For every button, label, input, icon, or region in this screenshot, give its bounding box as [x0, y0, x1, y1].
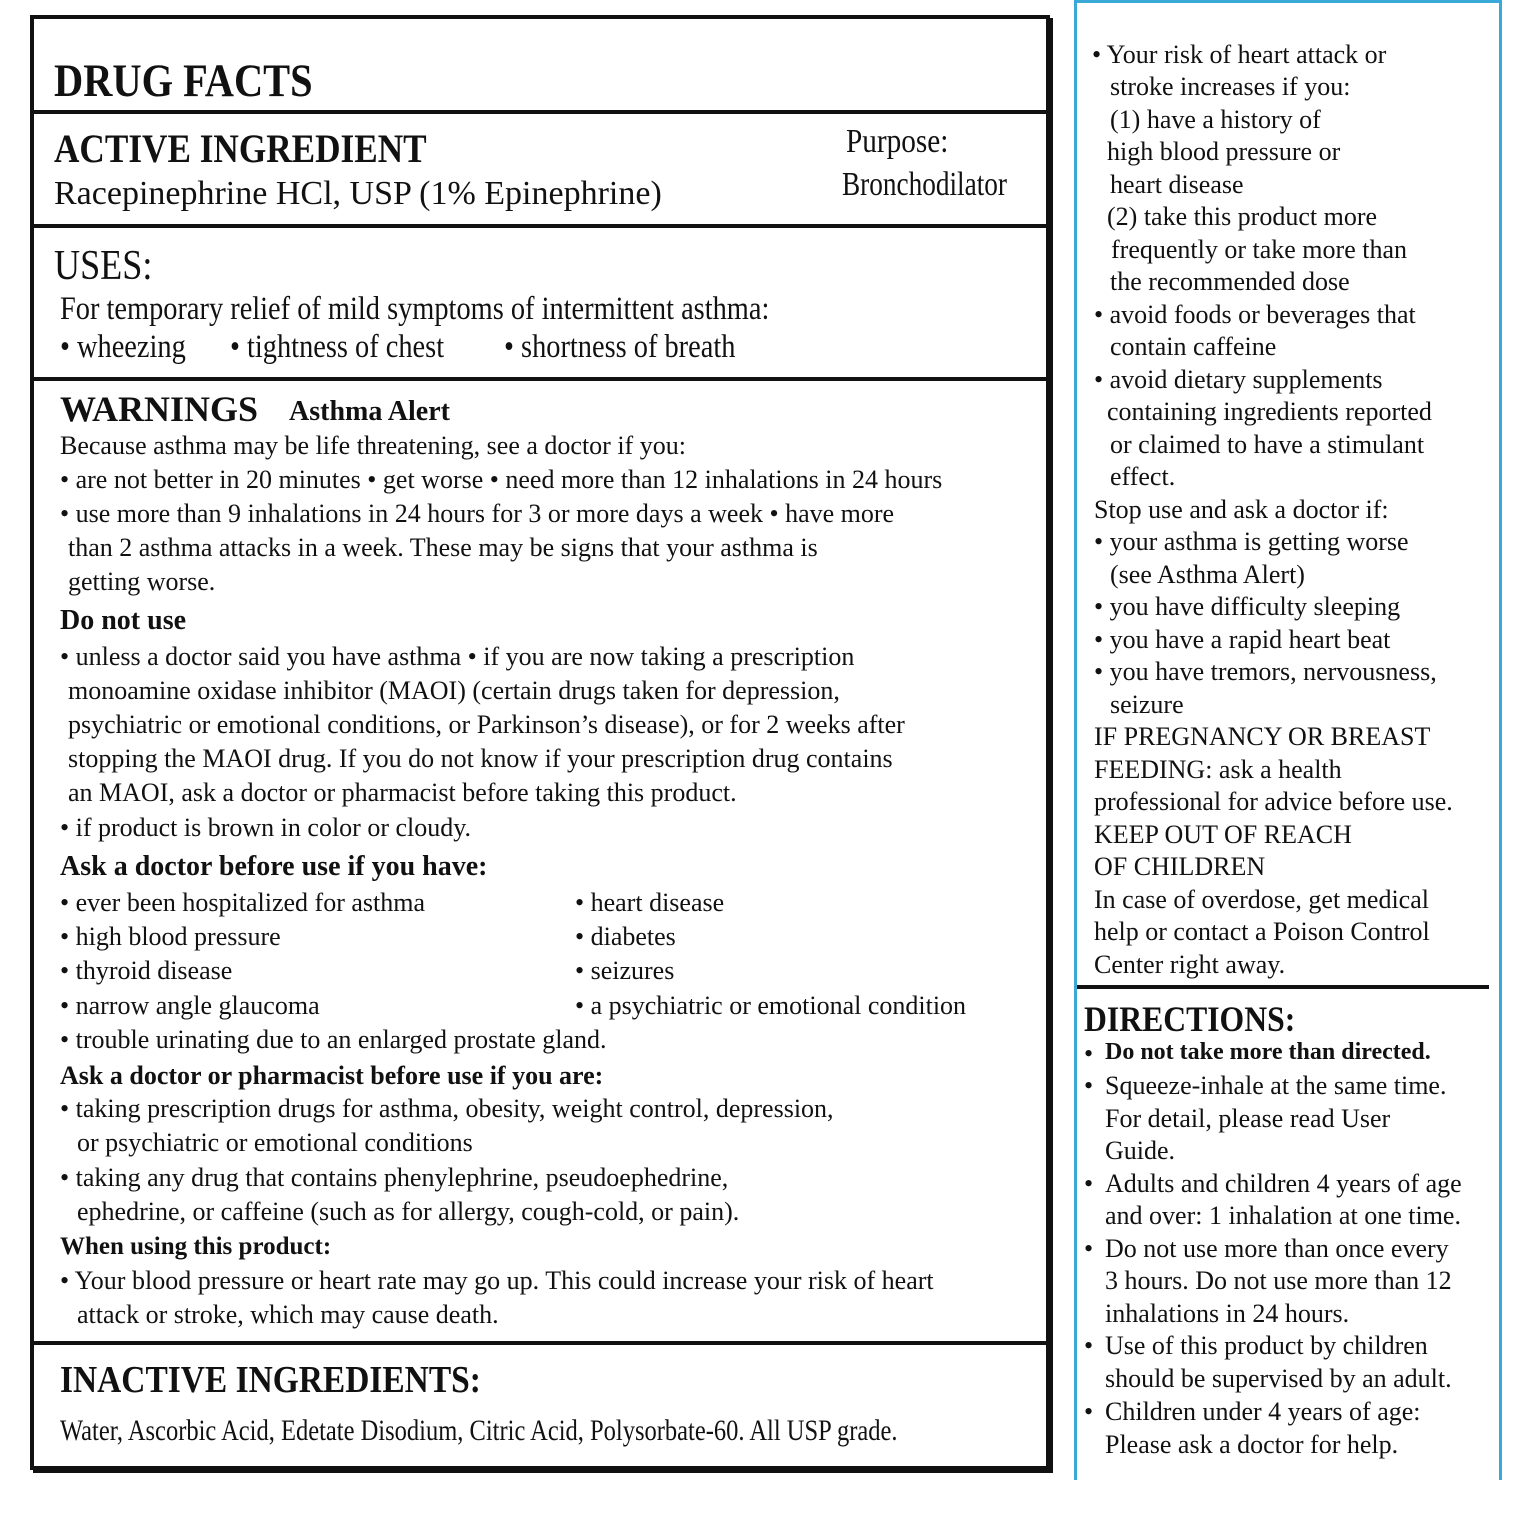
ask-doctor-item: • narrow angle glaucoma [60, 991, 320, 1020]
when-using-heading: When using this product: [60, 1233, 332, 1260]
when-using-line: • Your blood pressure or heart rate may go up. This could increase your risk of heart [60, 1266, 934, 1295]
uses-item-text: • wheezing [60, 329, 186, 365]
divider [34, 110, 1046, 114]
ask-pharmacist-line: or psychiatric or emotional conditions [77, 1128, 473, 1157]
directions-line: Adults and children 4 years of age [1105, 1169, 1462, 1198]
warnings-heading: WARNINGS [60, 389, 259, 429]
do-not-use-line: stopping the MAOI drug. If you do not know if your prescription drug contains [68, 744, 893, 773]
ask-doctor-item: • diabetes [575, 922, 676, 951]
right-line: seizure [1110, 690, 1184, 719]
do-not-use-heading: Do not use [60, 605, 187, 636]
directions-divider [1077, 985, 1489, 989]
directions-bullet: • [1084, 1331, 1094, 1360]
right-line: • Your risk of heart attack or [1092, 40, 1387, 69]
warnings-line: getting worse. [68, 567, 216, 596]
ask-doctor-item: • high blood pressure [60, 922, 281, 951]
right-line: stroke increases if you: [1110, 72, 1351, 101]
purpose-label-text: Purpose: [846, 123, 949, 160]
directions-heading [1084, 999, 1324, 1040]
directions-heading-text: DIRECTIONS: [1084, 999, 1296, 1039]
right-border-line [1499, 0, 1502, 1480]
right-line: • your asthma is getting worse [1094, 527, 1409, 556]
uses-item-text: • tightness of chest [230, 329, 445, 365]
uses-intro [60, 291, 885, 329]
directions-line: Children under 4 years of age: [1105, 1397, 1421, 1426]
directions-line: Please ask a doctor for help. [1105, 1430, 1399, 1459]
uses-heading-text: USES: [54, 243, 153, 289]
directions-bullet: • [1084, 1039, 1094, 1068]
ask-doctor-item: • trouble urinating due to an enlarged prostate gland. [60, 1025, 607, 1054]
warnings-line: than 2 asthma attacks in a week. These may be signs that your asthma is [68, 533, 818, 562]
do-not-use-line: psychiatric or emotional conditions, or Parkinson’s disease), or for 2 weeks after [68, 710, 905, 739]
directions-bullet: • [1084, 1234, 1094, 1263]
directions-bullet: • [1084, 1071, 1094, 1100]
right-line: or claimed to have a stimulant [1110, 430, 1425, 459]
directions-line: Do not take more than directed. [1105, 1039, 1431, 1065]
right-line: heart disease [1110, 170, 1244, 199]
divider [34, 377, 1046, 381]
purpose-value-text: Bronchodilator [842, 166, 1007, 203]
right-line: • avoid foods or beverages that [1094, 300, 1416, 329]
uses-item [230, 329, 479, 367]
right-line: (2) take this product more [1107, 202, 1378, 231]
uses-item [504, 329, 773, 367]
right-line: help or contact a Poison Control [1094, 917, 1430, 946]
right-line: KEEP OUT OF REACH [1094, 820, 1352, 849]
uses-item-text: • shortness of breath [504, 329, 736, 365]
title-text: DRUG FACTS [54, 55, 313, 107]
directions-line: Use of this product by children [1105, 1331, 1428, 1360]
right-line: • you have difficulty sleeping [1094, 592, 1401, 621]
asthma-alert-heading: Asthma Alert [289, 396, 450, 427]
directions-line: and over: 1 inhalation at one time. [1105, 1201, 1461, 1230]
inactive-text-value: Water, Ascorbic Acid, Edetate Disodium, Citric Acid, Polysorbate-60. All USP grade. [60, 1414, 898, 1447]
ask-doctor-item: • a psychiatric or emotional condition [575, 991, 967, 1020]
ask-doctor-item: • heart disease [575, 888, 725, 917]
uses-item [60, 329, 206, 367]
ask-pharmacist-line: • taking prescription drugs for asthma, obesity, weight control, depression, [60, 1094, 834, 1123]
directions-bullet: • [1084, 1169, 1094, 1198]
directions-line: Do not use more than once every [1105, 1234, 1449, 1263]
do-not-use-line: • unless a doctor said you have asthma • if you are now taking a prescription [60, 642, 855, 671]
active-heading [54, 126, 477, 172]
warnings-line: • use more than 9 inhalations in 24 hours for 3 or more days a week • have more [60, 499, 895, 528]
active-ingredient: Racepinephrine HCl, USP (1% Epinephrine) [54, 175, 662, 212]
divider [34, 224, 1046, 228]
ask-pharmacist-line: • taking any drug that contains phenylephrine, pseudoephedrine, [60, 1163, 729, 1192]
right-line: Center right away. [1094, 950, 1286, 979]
right-line: the recommended dose [1110, 267, 1350, 296]
right-line: IF PREGNANCY OR BREAST [1094, 722, 1431, 751]
inactive-heading-text: INACTIVE INGREDIENTS: [60, 1359, 481, 1401]
purpose-label [846, 122, 965, 161]
do-not-use-line: monoamine oxidase inhibitor (MAOI) (certain drugs taken for depression, [68, 676, 840, 705]
inactive-heading [60, 1359, 538, 1403]
purpose-value [842, 165, 1034, 204]
directions-line: 3 hours. Do not use more than 12 [1105, 1266, 1452, 1295]
right-line: • avoid dietary supplements [1094, 365, 1383, 394]
right-line: In case of overdose, get medical [1094, 885, 1429, 914]
warnings-line: • are not better in 20 minutes • get worse • need more than 12 inhalations in 24 hours [60, 465, 943, 494]
ask-pharmacist-heading: Ask a doctor or pharmacist before use if you are: [60, 1061, 604, 1090]
right-line: frequently or take more than [1111, 235, 1407, 264]
ask-doctor-item: • ever been hospitalized for asthma [60, 888, 426, 917]
directions-line: Squeeze-inhale at the same time. [1105, 1071, 1447, 1100]
drug-facts-panel [30, 15, 1050, 1470]
ask-pharmacist-line: ephedrine, or caffeine (such as for allergy, cough-cold, or pain). [77, 1197, 740, 1226]
directions-line: should be supervised by an adult. [1105, 1364, 1452, 1393]
page-title [54, 54, 355, 108]
divider [34, 1341, 1046, 1345]
ask-doctor-item: • seizures [575, 956, 675, 985]
right-line: high blood pressure or [1107, 137, 1341, 166]
ask-doctor-item: • thyroid disease [60, 956, 233, 985]
left-divider-line [1074, 0, 1077, 1480]
warnings-intro: Because asthma may be life threatening, see a doctor if you: [60, 431, 686, 460]
right-line: (1) have a history of [1110, 105, 1321, 134]
active-heading-text: ACTIVE INGREDIENT [54, 126, 427, 171]
inactive-text [60, 1414, 1034, 1449]
right-line: effect. [1110, 462, 1176, 491]
ask-doctor-heading: Ask a doctor before use if you have: [60, 851, 488, 882]
directions-line: For detail, please read User [1105, 1104, 1391, 1133]
directions-bullet: • [1084, 1397, 1094, 1426]
do-not-use-line: an MAOI, ask a doctor or pharmacist before taking this product. [68, 778, 737, 807]
directions-line: Guide. [1105, 1136, 1176, 1165]
right-line: • you have a rapid heart beat [1094, 625, 1391, 654]
when-using-line: attack or stroke, which may cause death. [77, 1300, 499, 1329]
uses-heading [54, 242, 168, 290]
right-line: Stop use and ask a doctor if: [1094, 495, 1389, 524]
right-line: containing ingredients reported [1107, 397, 1432, 426]
directions-line: inhalations in 24 hours. [1105, 1299, 1350, 1328]
right-line: (see Asthma Alert) [1110, 560, 1305, 589]
right-line: contain caffeine [1110, 332, 1277, 361]
right-line: professional for advice before use. [1094, 787, 1453, 816]
right-line: FEEDING: ask a health [1094, 755, 1342, 784]
right-line: OF CHILDREN [1094, 852, 1266, 881]
do-not-use-line: • if product is brown in color or cloudy. [60, 813, 472, 842]
right-line: • you have tremors, nervousness, [1094, 657, 1437, 686]
uses-intro-text: For temporary relief of mild symptoms of intermittent asthma: [60, 291, 770, 327]
